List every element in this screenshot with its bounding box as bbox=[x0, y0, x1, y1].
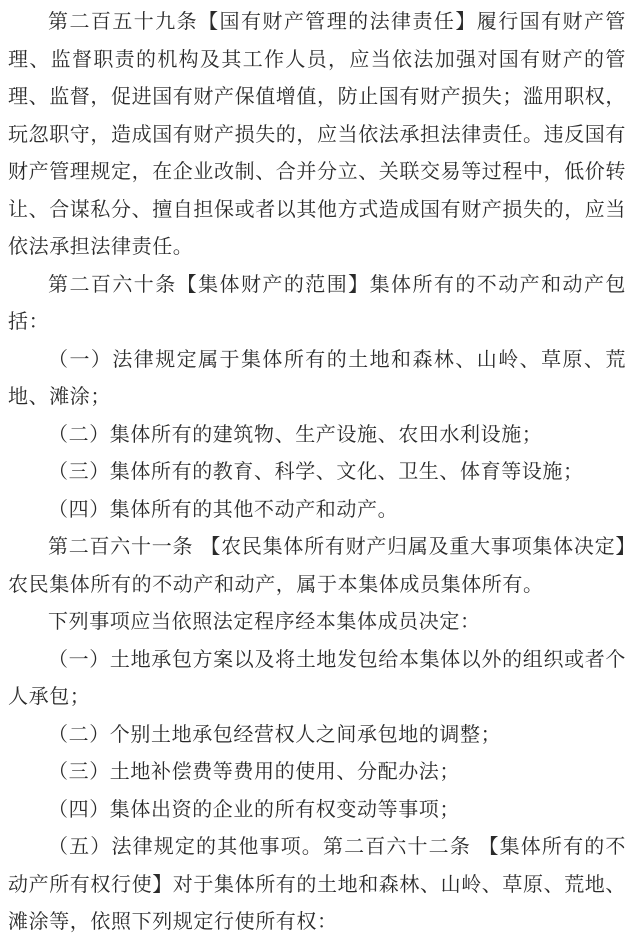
paragraph-item-1: （一）法律规定属于集体所有的土地和森林、山岭、草原、荒地、滩涂； bbox=[8, 346, 626, 408]
paragraph-article-260: 第二百六十条【集体财产的范围】集体所有的不动产和动产包括： bbox=[8, 271, 626, 333]
paragraph-item-2: （二）集体所有的建筑物、生产设施、农田水利设施； bbox=[48, 421, 543, 446]
paragraph-decision-item-2: （二）个别土地承包经营权人之间承包地的调整； bbox=[48, 721, 502, 746]
paragraph-decision-item-1: （一）土地承包方案以及将土地发包给本集体以外的组织或者个人承包； bbox=[8, 646, 626, 708]
paragraph-item-3: （三）集体所有的教育、科学、文化、卫生、体育等设施； bbox=[48, 459, 584, 483]
paragraph-article-261: 第二百六十一条 【农民集体所有财产归属及重大事项集体决定】农民集体所有的不动产和动产，属于本集体成员集体所有。 bbox=[8, 534, 626, 596]
paragraph-article-259: 第二百五十九条【国有财产管理的法律责任】履行国有财产管理、监督职责的机构及其工作人员，应当依法加强对国有财产的管理、监督，促进国有财产保值增值，防止国有财产损失；滥用职权，玩忽职守，造成国有财产损失的，应当依法承担法律责任。违反国有财产管理规定，在企业改制、合并分立、关联交易等过程中，低价转让、合谋私分、擅自担保或者以其他方式造成国有财产损失的，应当依法承担法律责任。 bbox=[8, 9, 626, 258]
paragraph-decision-intro: 下列事项应当依照法定程序经本集体成员决定： bbox=[48, 609, 481, 633]
paragraph-decision-item-5-article-262: （五）法律规定的其他事项。第二百六十二条 【集体所有的不动产所有权行使】对于集体所有的土地和森林、山岭、草原、荒地、滩涂等，依照下列规定行使所有权： bbox=[8, 834, 626, 933]
paragraph-decision-item-4: （四）集体出资的企业的所有权变动等事项； bbox=[48, 796, 460, 821]
paragraph-decision-item-3: （三）土地补偿费等费用的使用、分配办法； bbox=[48, 759, 460, 783]
paragraph-item-4: （四）集体所有的其他不动产和动产。 bbox=[48, 496, 399, 521]
